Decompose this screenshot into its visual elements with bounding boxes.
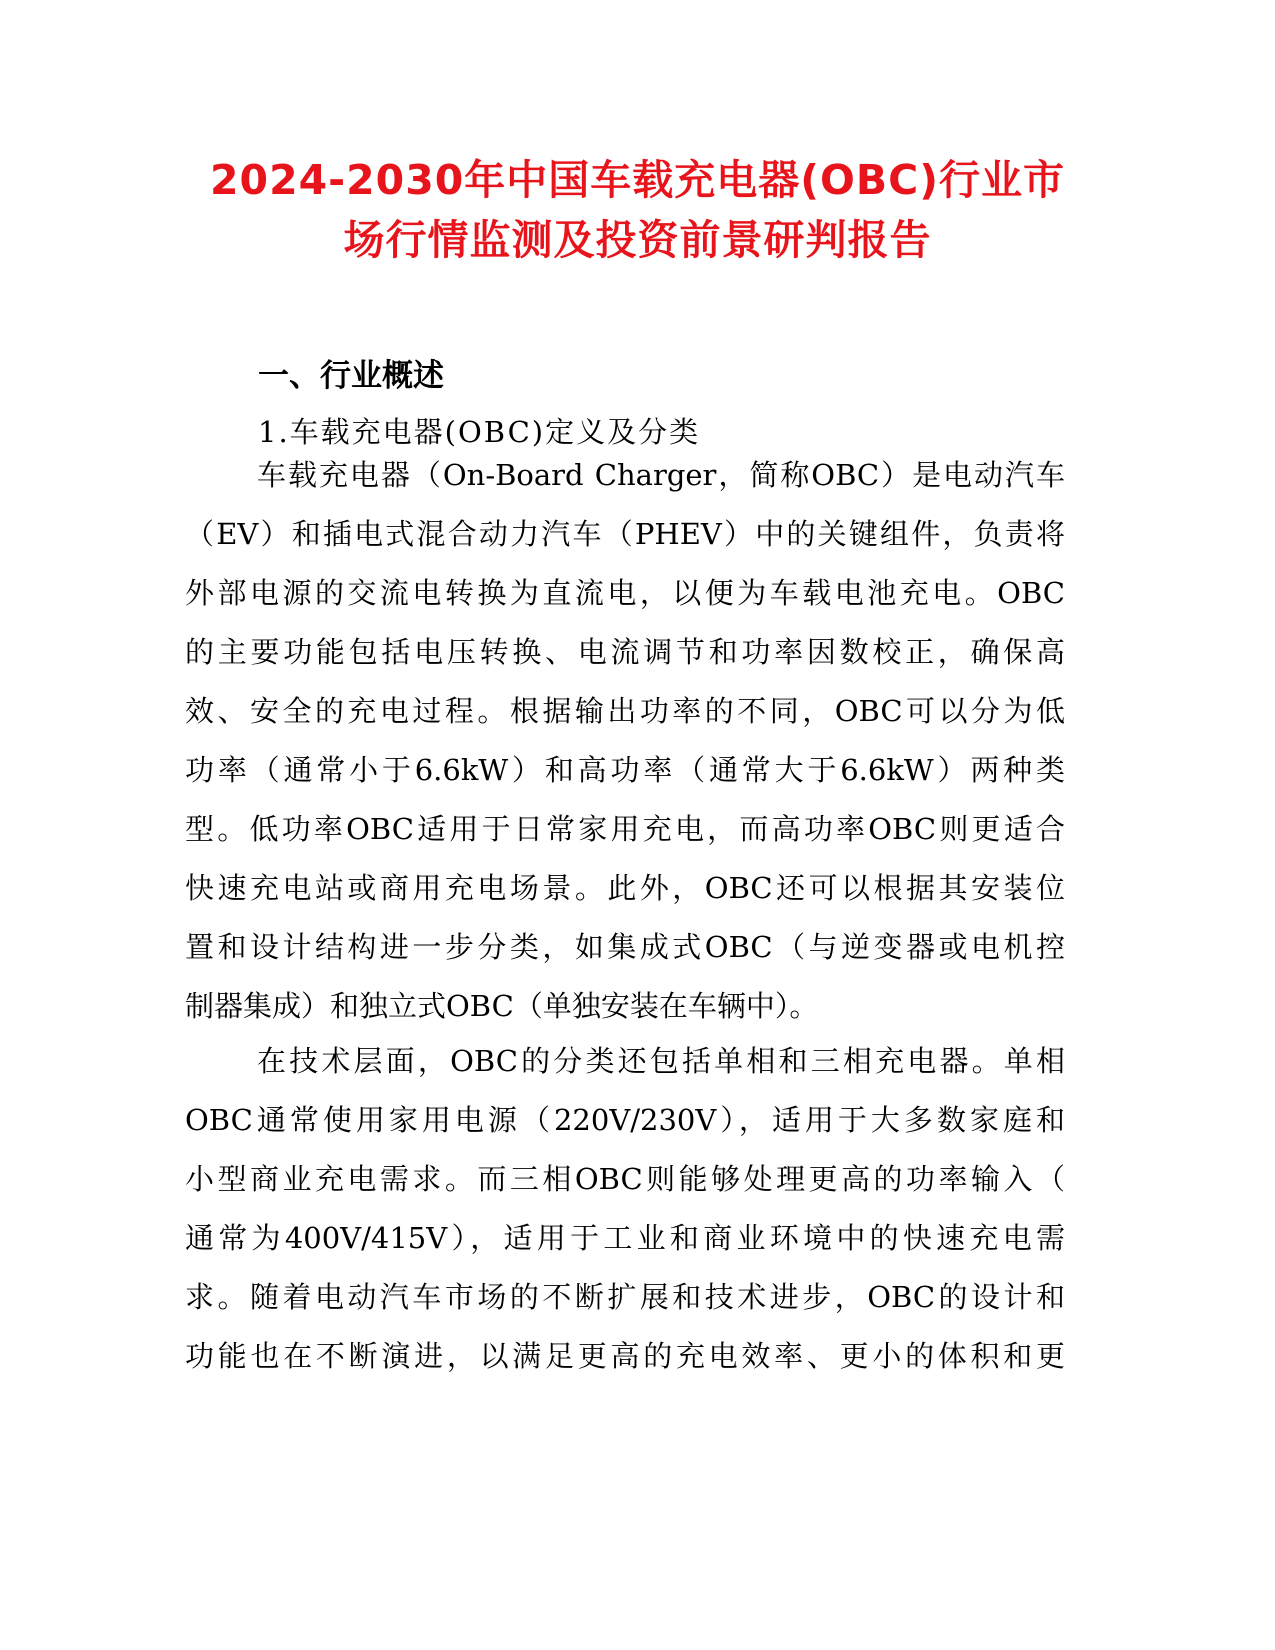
paragraph-line: 效、安全的充电过程。根据输出功率的不同，OBC可以分为低 — [185, 694, 1065, 728]
paragraph-line: 小型商业充电需求。而三相OBC则能够处理更高的功率输入（ — [185, 1162, 1065, 1196]
paragraph-2 — [185, 1032, 1065, 1386]
paragraph-line: （EV）和插电式混合动力汽车（PHEV）中的关键组件，负责将 — [185, 517, 1065, 551]
paragraph-line: 的主要功能包括电压转换、电流调节和功率因数校正，确保高 — [185, 635, 1065, 669]
paragraph-line: 功能也在不断演进，以满足更高的充电效率、更小的体积和更 — [185, 1339, 1065, 1373]
title-line-1: 2024-2030年中国车载充电器(OBC)行业市 — [210, 156, 1065, 204]
paragraph-line: 置和设计结构进一步分类，如集成式OBC（与逆变器或电机控 — [185, 930, 1065, 964]
paragraph-line: 车载充电器（On-Board Charger，简称OBC）是电动汽车 — [257, 458, 1065, 492]
paragraph-line: 求。随着电动汽车市场的不断扩展和技术进步，OBC的设计和 — [185, 1280, 1065, 1314]
section-heading: 一、行业概述 — [258, 358, 444, 394]
paragraph-line: 在技术层面，OBC的分类还包括单相和三相充电器。单相 — [257, 1044, 1065, 1078]
paragraph-line: 通常为400V/415V），适用于工业和商业环境中的快速充电需 — [185, 1221, 1065, 1255]
paragraph-line: 制器集成）和独立式OBC（单独安装在车辆中）。 — [185, 989, 819, 1023]
paragraph-line: OBC通常使用家用电源（220V/230V），适用于大多数家庭和 — [185, 1103, 1065, 1137]
document-title — [150, 150, 1125, 270]
subsection-heading: 1.车载充电器(OBC)定义及分类 — [258, 415, 701, 449]
paragraph-line: 型。低功率OBC适用于日常家用充电，而高功率OBC则更适合 — [185, 812, 1065, 846]
paragraph-1 — [185, 446, 1065, 1036]
paragraph-line: 外部电源的交流电转换为直流电，以便为车载电池充电。OBC — [185, 576, 1065, 610]
paragraph-line: 快速充电站或商用充电场景。此外，OBC还可以根据其安装位 — [185, 871, 1065, 905]
paragraph-line: 功率（通常小于6.6kW）和高功率（通常大于6.6kW）两种类 — [185, 753, 1065, 787]
title-line-2: 场行情监测及投资前景研判报告 — [343, 216, 932, 264]
